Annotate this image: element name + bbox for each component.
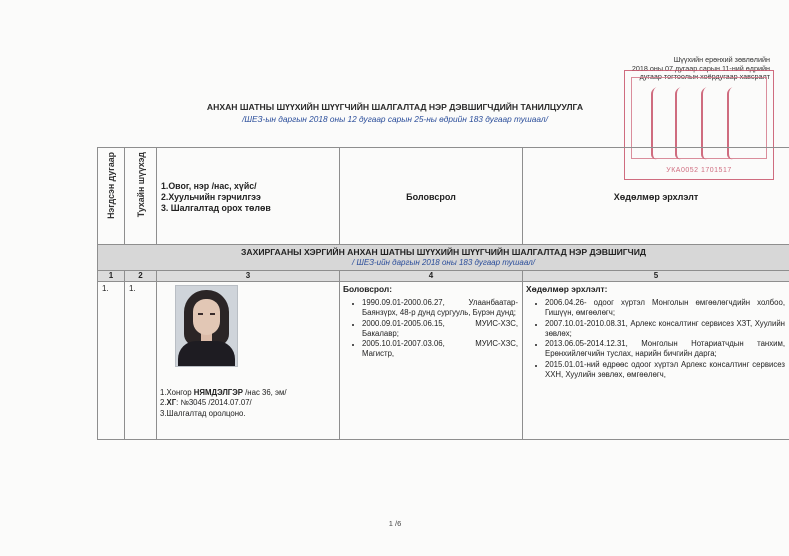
column-number: 5	[523, 271, 789, 282]
header-cell	[125, 148, 157, 245]
candidates-table	[97, 147, 789, 440]
column-number-row	[98, 271, 789, 282]
employment-cell	[523, 282, 789, 440]
list-item: • 2006.04.26- одоог хүртэл Монголын өмгөөлөгчдийн холбоо, Гишүүн, өмгөөлөгч;	[545, 298, 785, 319]
section-header-cell	[98, 245, 789, 271]
employment-list	[523, 298, 789, 380]
header-education: Боловсрол	[340, 148, 523, 245]
exam-status: 3.Шалгалтад оролцоно.	[160, 408, 246, 418]
header-employment: Хөдөлмөр эрхлэлт	[523, 148, 789, 245]
list-item: • 1990.09.01-2000.06.27, Улаанбаатар- Баянзүрх, 48-р дунд сургууль, Бүрэн дунд;	[362, 298, 518, 319]
education-heading: Боловсрол:	[343, 284, 392, 294]
stamp-code: УКА0052 1701517	[666, 167, 732, 174]
document-title: АНХАН ШАТНЫ ШҮҮХИЙН ШҮҮГЧИЙН ШАЛГАЛТАД НЭР ДЭВШИГЧДИЙН ТАНИЛЦУУЛГА	[206, 102, 584, 112]
candidate-name: НЯМДЭЛГЭР	[193, 388, 243, 397]
header-person-line: 1.Овог, нэр /нас, хүйс/	[161, 181, 257, 191]
header-cell	[98, 148, 125, 245]
license-abbrev: ХГ	[166, 398, 177, 408]
annex-note-line: дугаар тогтоолын хоёрдугаар хавсралт	[639, 72, 770, 82]
age-gender: /нас 36, эм/	[242, 388, 287, 397]
header-court-number: Тухайн шүүхэд	[135, 152, 146, 218]
row-court-number: 1.	[125, 282, 157, 440]
list-item: • 2013.06.05-2014.12.31, Монголын Нотариатчдын танхим, Ерөнхийлөгчийн туслах, нарийн бичгийн дарга;	[545, 339, 785, 360]
employment-heading: Хөдөлмөр эрхлэлт:	[526, 284, 608, 294]
person-cell	[157, 282, 340, 440]
header-person-line: 2.Хуульчийн гэрчилгээ	[161, 192, 261, 202]
license-line	[160, 398, 336, 408]
column-number: 1	[98, 271, 125, 282]
person-details	[160, 388, 336, 419]
row-unified-number: 1.	[98, 282, 125, 440]
list-item: • 2015.01.01-ний өдрөөс одоог хүртэл Арлекс консалтинг сервисез ХХН, Хуулийн зөвлөх, өмгөөлөгч,	[545, 360, 785, 381]
column-number: 3	[157, 271, 340, 282]
photo-body	[178, 341, 235, 367]
header-person-line: 3. Шалгалтад орох төлөв	[161, 203, 271, 213]
section-title: ЗАХИРГААНЫ ХЭРГИЙН АНХАН ШАТНЫ ШҮҮХИЙН ШҮҮГЧИЙН ШАЛГАЛТАД НЭР ДЭВШИГЧИД	[241, 247, 646, 257]
education-cell	[340, 282, 523, 440]
license-prefix: 2.	[160, 398, 167, 408]
candidate-photo	[175, 285, 238, 367]
photo-eye	[198, 313, 203, 315]
education-list	[340, 298, 522, 360]
section-subtitle: / ШЕЗ-ийн даргын 2018 оны 183 дугаар тушаал/	[352, 258, 535, 267]
header-person-info	[157, 148, 340, 245]
photo-face	[193, 299, 220, 335]
person-name-line	[160, 388, 336, 398]
section-header-row	[98, 245, 789, 271]
annex-note-line: 2018 оны 07 дугаар сарын 11-ний өдрийн	[631, 63, 770, 73]
list-item: • 2007.10.01-2010.08.31, Арлекс консалтинг сервисез ХЗТ, Хуулийн зөвлөх;	[545, 319, 785, 340]
person-block	[157, 282, 339, 436]
table-header-row	[98, 148, 789, 245]
list-item: • 2005.10.01-2007.03.06, МУИС-ХЗС, Магистр,	[362, 339, 518, 360]
header-unified-number: Нэгдсэн дугаар	[106, 152, 116, 219]
list-item: • 2000.09.01-2005.06.15, МУИС-ХЗС, Бакалавр;	[362, 319, 518, 340]
name-prefix: 1.Хонгор	[160, 388, 194, 397]
document-subtitle: /ШЕЗ-ын даргын 2018 оны 12 дугаар сарын 25-ны өдрийн 183 дугаар тушаал/	[242, 114, 548, 124]
annex-note-line: Шүүхийн ерөнхий зөвлөлийн	[673, 55, 770, 64]
page-number: 1 /6	[388, 519, 402, 528]
license-number: : №3045 /2014.07.07/	[176, 398, 252, 408]
column-number: 2	[125, 271, 157, 282]
column-number: 4	[340, 271, 523, 282]
table-row	[98, 282, 789, 440]
photo-eye	[210, 313, 215, 315]
